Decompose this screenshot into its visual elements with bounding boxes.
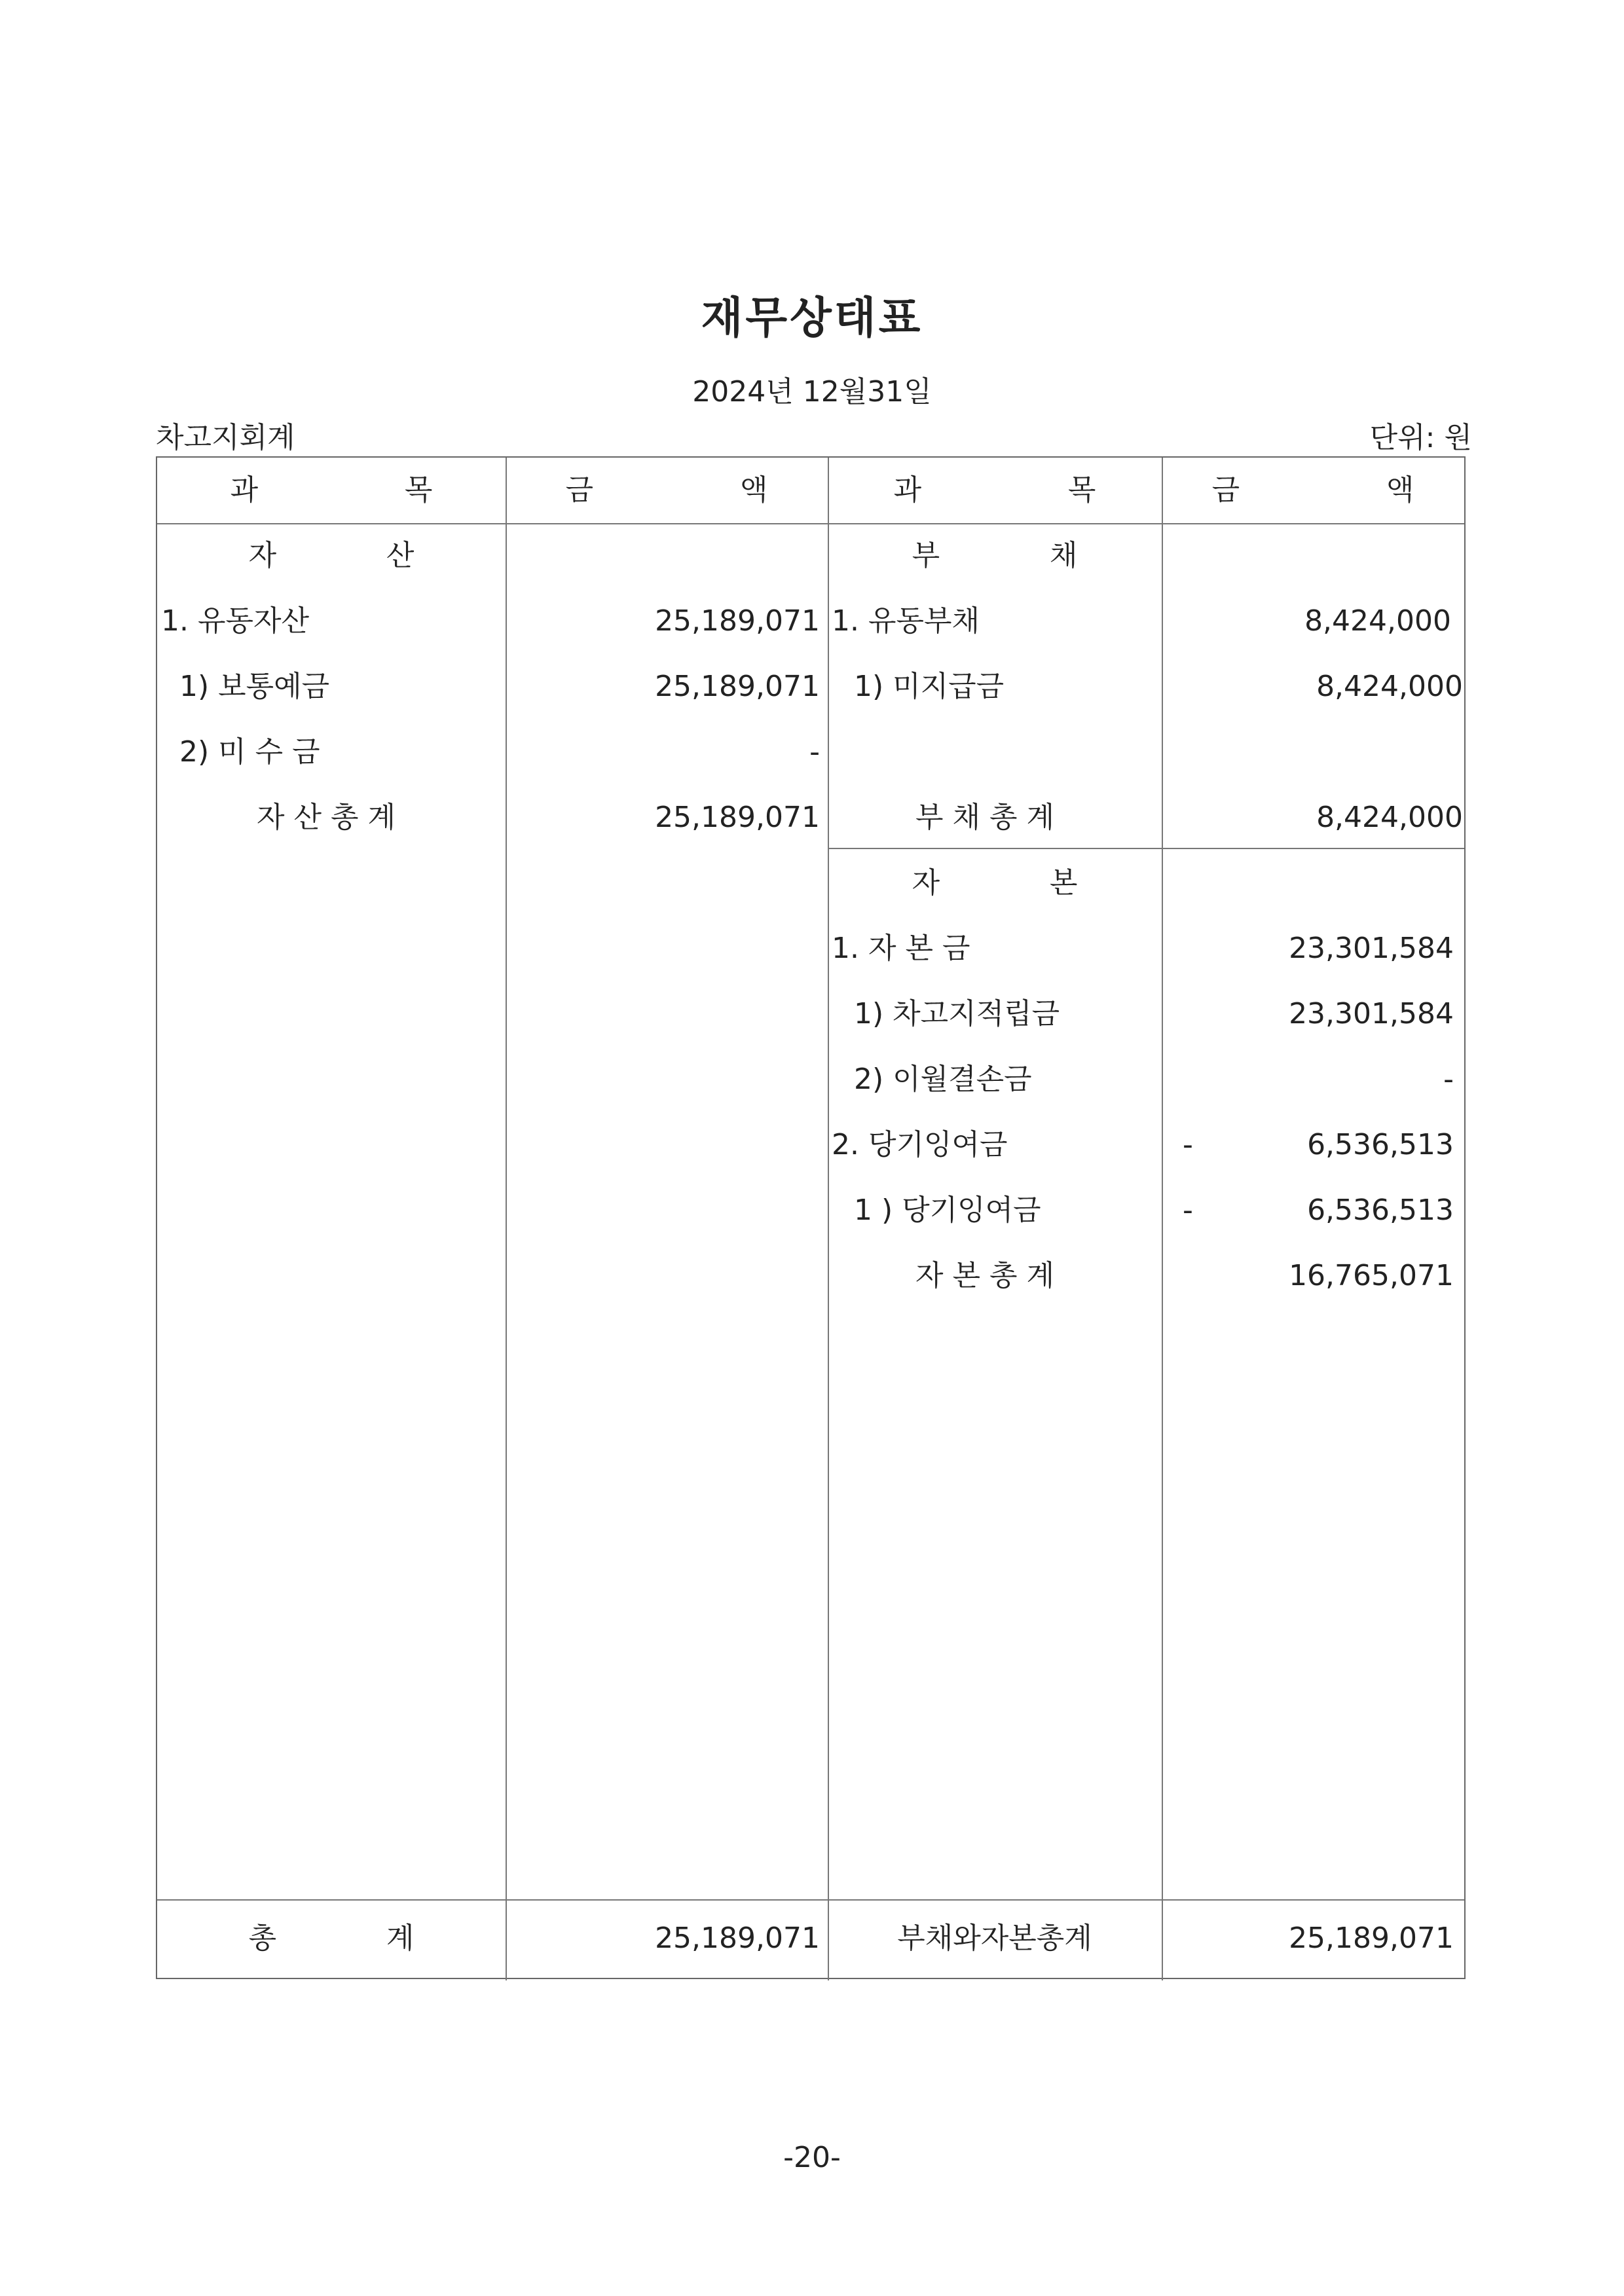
net-income-amount: 6,536,513 (1307, 1128, 1454, 1161)
net-income-detail-sign: - (1183, 1194, 1193, 1227)
grand-total-label: 총 계 (248, 1922, 415, 1955)
current-liabilities-amount: 8,424,000 (1304, 604, 1451, 638)
liabilities-equity-total-label: 부채와자본총계 (897, 1922, 1092, 1955)
receivables-amount: - (809, 735, 820, 769)
capital-label: 1. 자 본 금 (832, 932, 970, 965)
page-number: -20- (783, 2141, 841, 2174)
totals-divider (157, 1899, 1464, 1901)
assets-total-label: 자 산 총 계 (257, 801, 396, 834)
unit-label: 단위: 원 (1369, 421, 1472, 454)
header-amount-left: 금 액 (565, 473, 768, 507)
assets-section-label: 자 산 (248, 539, 415, 572)
page-title: 재무상태표 (701, 293, 923, 343)
column-divider (828, 458, 829, 1980)
ordinary-deposit-amount: 25,189,071 (655, 670, 820, 703)
assets-total-amount: 25,189,071 (655, 801, 820, 834)
accrued-payables-amount: 8,424,000 (1316, 670, 1463, 703)
report-date: 2024년 12월31일 (692, 375, 932, 409)
capital-amount: 23,301,584 (1289, 932, 1454, 965)
liabilities-total-amount: 8,424,000 (1316, 801, 1463, 834)
equity-total-label: 자 본 총 계 (915, 1259, 1054, 1292)
carried-deficit-amount: - (1443, 1063, 1454, 1096)
equity-section-label: 자 본 (912, 866, 1078, 900)
reserve-label: 1) 차고지적립금 (854, 997, 1060, 1030)
liabilities-total-label: 부 채 총 계 (915, 801, 1054, 834)
net-income-label: 2. 당기잉여금 (832, 1128, 1008, 1161)
net-income-sign: - (1183, 1128, 1193, 1161)
equity-total-amount: 16,765,071 (1289, 1259, 1454, 1292)
net-income-detail-label: 1 ) 당기잉여금 (854, 1194, 1041, 1227)
header-subject-left: 과 목 (230, 473, 433, 507)
grand-total-amount: 25,189,071 (655, 1922, 820, 1955)
balance-sheet-table (156, 456, 1466, 1979)
accrued-payables-label: 1) 미지급금 (854, 670, 1005, 703)
current-assets-amount: 25,189,071 (655, 604, 820, 638)
header-subject-right: 과 목 (893, 473, 1096, 507)
header-amount-right: 금 액 (1211, 473, 1414, 507)
current-liabilities-label: 1. 유동부채 (832, 604, 980, 638)
carried-deficit-label: 2) 이월결손금 (854, 1063, 1032, 1096)
current-assets-label: 1. 유동자산 (161, 604, 309, 638)
receivables-label: 2) 미 수 금 (179, 735, 320, 769)
ordinary-deposit-label: 1) 보통예금 (179, 670, 330, 703)
liabilities-section-label: 부 채 (912, 539, 1078, 572)
net-income-detail-amount: 6,536,513 (1307, 1194, 1454, 1227)
organization-name: 차고지회계 (156, 421, 295, 454)
liabilities-equity-total-amount: 25,189,071 (1289, 1922, 1454, 1955)
reserve-amount: 23,301,584 (1289, 997, 1454, 1030)
